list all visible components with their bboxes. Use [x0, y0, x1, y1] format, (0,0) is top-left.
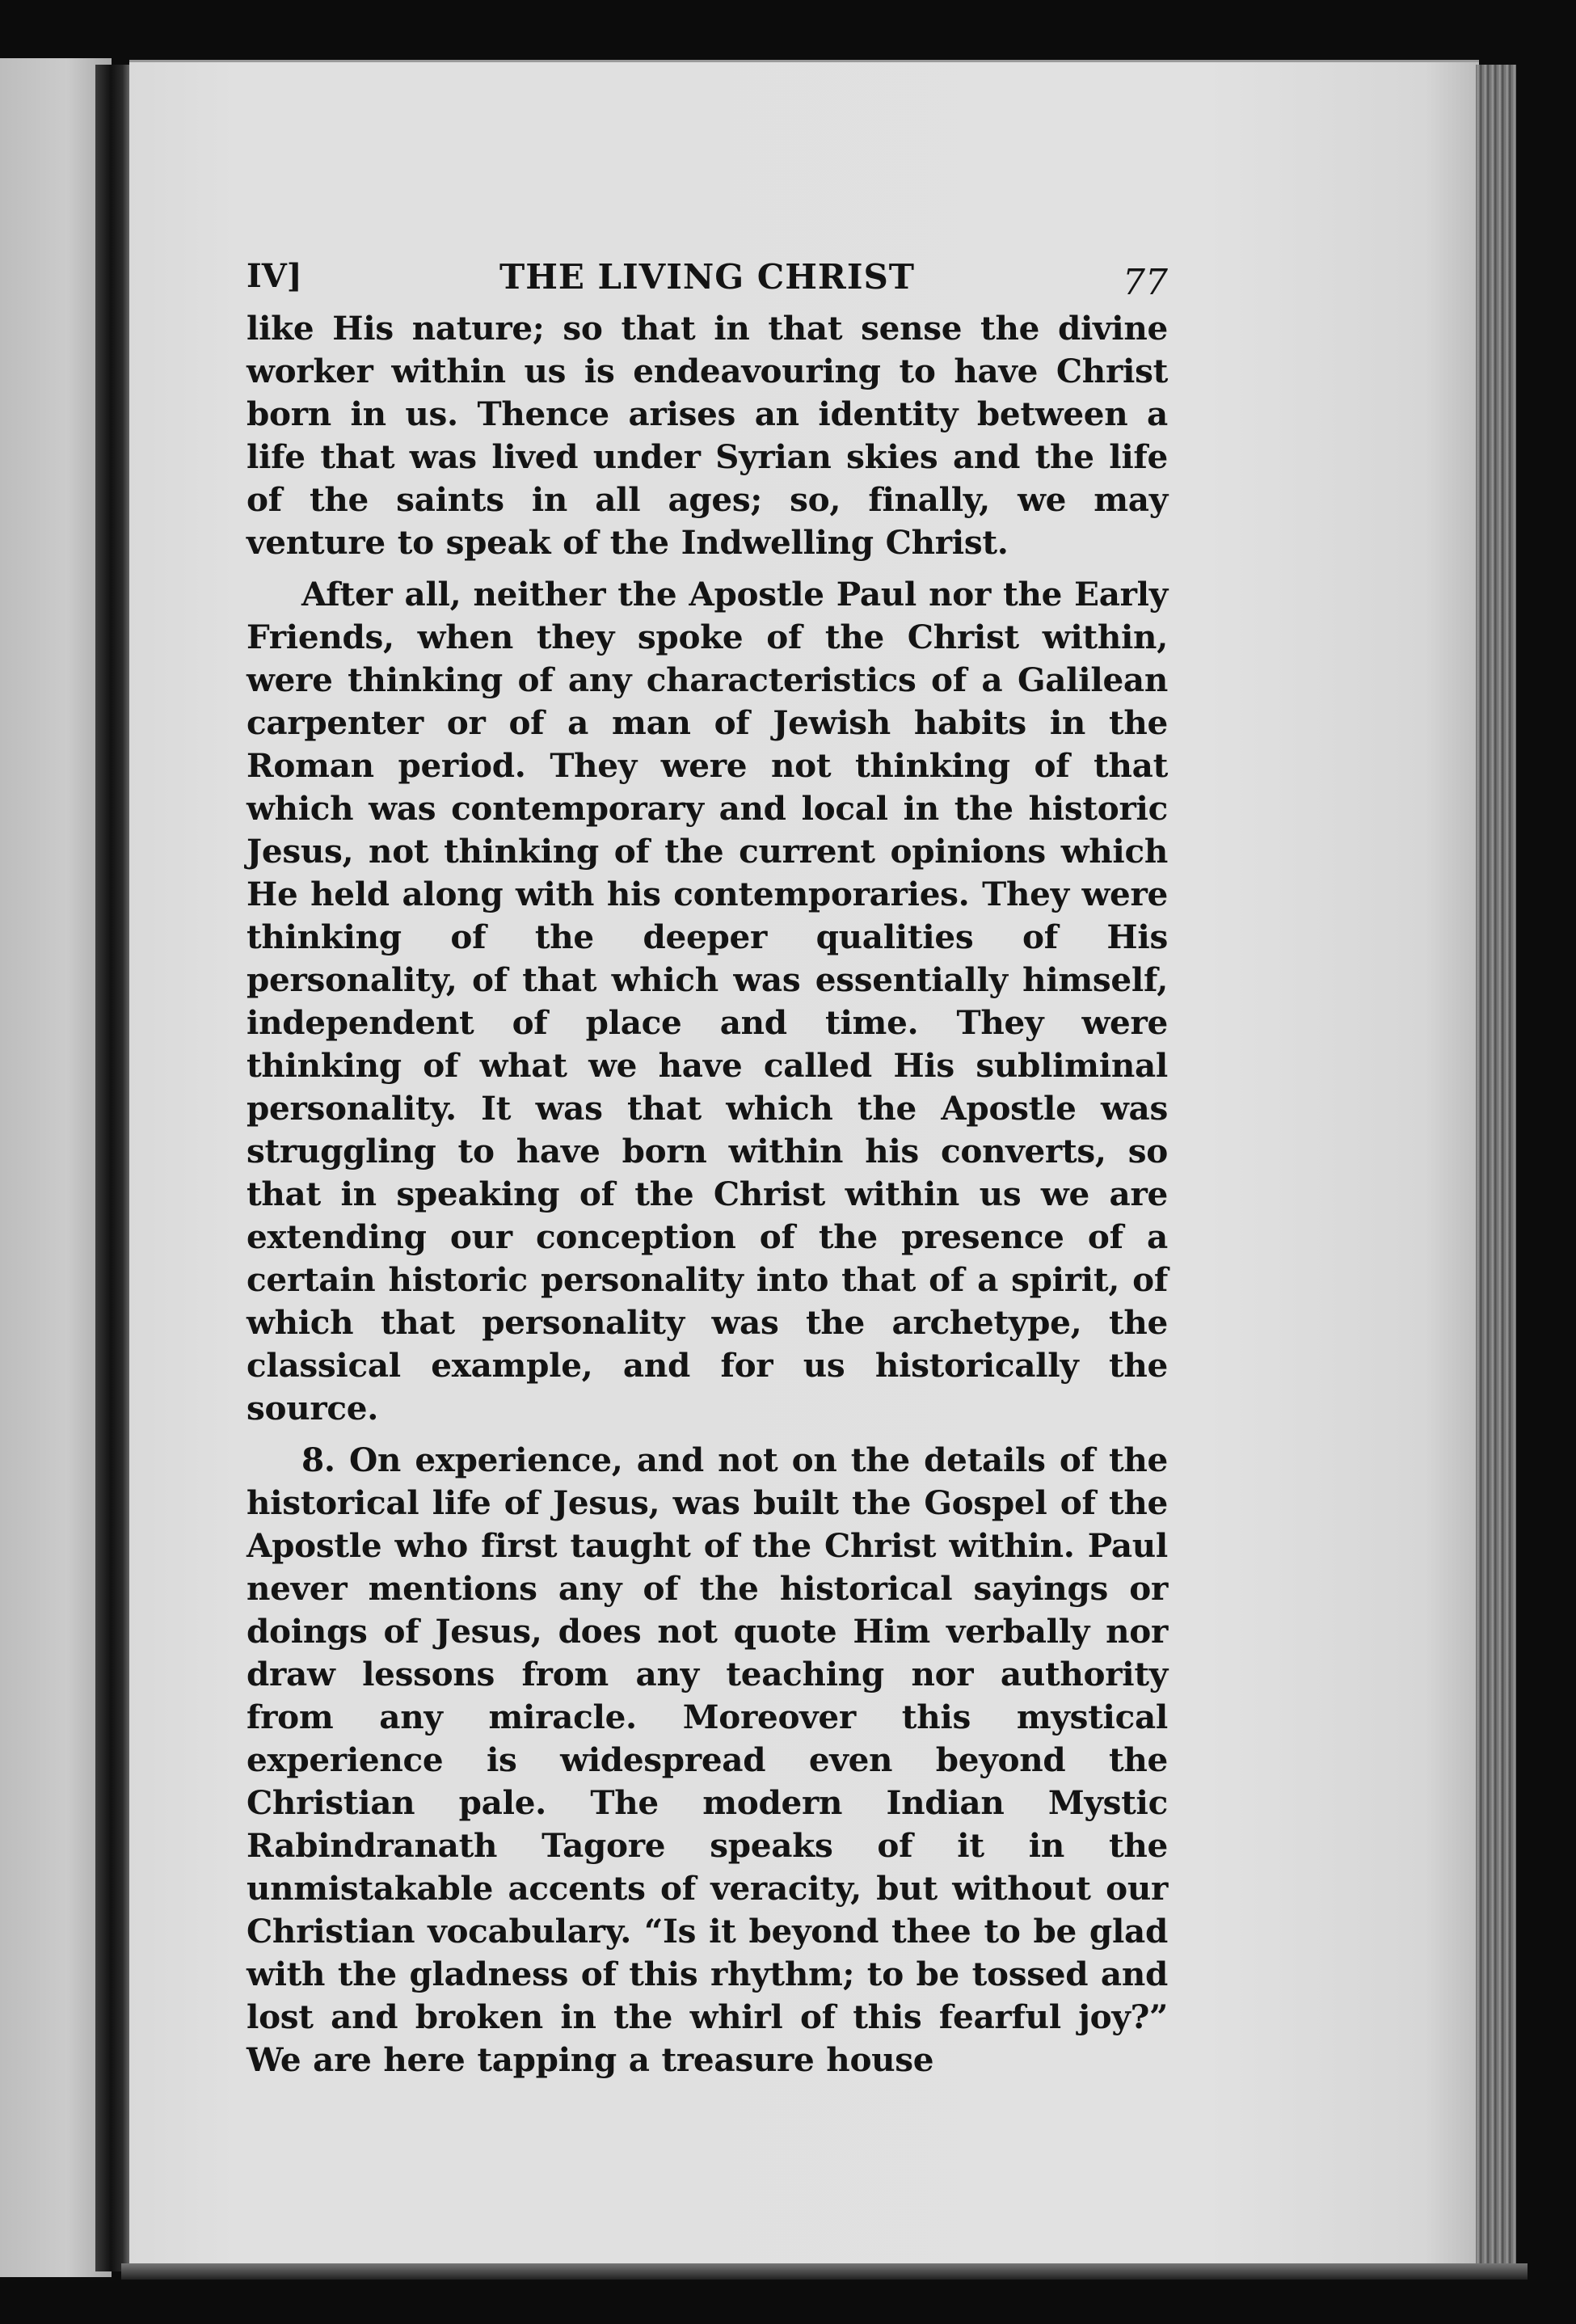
- paragraph-2: After all, neither the Apostle Paul nor the Early Friends, when they spoke of the Christ within, were thinking of any characteristics of a Galilean carpenter or of a man of Jewish habits in the Roman period. They were not thinking of that which was contemporary and local in the historic Jesus, not thinking of the current opinions which He held along with his contemporaries. They were thinking of the deeper qualities of His personality, of that which was essentially himself, independent of place and time. They were thinking of what we have called His subliminal personality. It was that which the Apostle was struggling to have born within his converts, so that in speaking of the Christ within us we are extending our conception of the presence of a certain historic personality into that of a spirit, of which that personality was the archetype, the classical example, and for us historically the source.: [247, 575, 1168, 1428]
- book-gutter: [95, 65, 134, 2271]
- running-head: [247, 257, 1168, 307]
- page-number: 77: [1123, 262, 1168, 303]
- paragraph-1: like His nature; so that in that sense the divine worker within us is endeavouring to have Christ born in us. Thence arises an identity between a life that was lived under Syrian skies and the life of the saints in all ages; so, finally, we may venture to speak of the Indwelling Christ.: [247, 309, 1168, 562]
- page-text-block: [247, 257, 1168, 2081]
- chapter-number: IV]: [247, 257, 302, 295]
- running-title: THE LIVING CHRIST: [499, 257, 916, 297]
- page-stack-edge: [1476, 65, 1516, 2271]
- page-bottom-shadow: [121, 2263, 1528, 2280]
- paragraph-3: 8. On experience, and not on the details of the historical life of Jesus, was built the Gospel of the Apostle who first taught of the Christ within. Paul never mentions any of the historical sayings or doings of Jesus, does not quote Him verbally nor draw lessons from any teaching nor authority from any miracle. Moreover this mystical experience is widespread even beyond the Christian pale. The modern Indian Mystic Rabindranath Tagore speaks of it in the unmistakable accents of veracity, but without our Christian vocabulary. “Is it beyond thee to be glad with the gladness of this rhythm; to be tossed and lost and broken in the whirl of this fearful joy?” We are here tapping a treasure house: [247, 1440, 1168, 2079]
